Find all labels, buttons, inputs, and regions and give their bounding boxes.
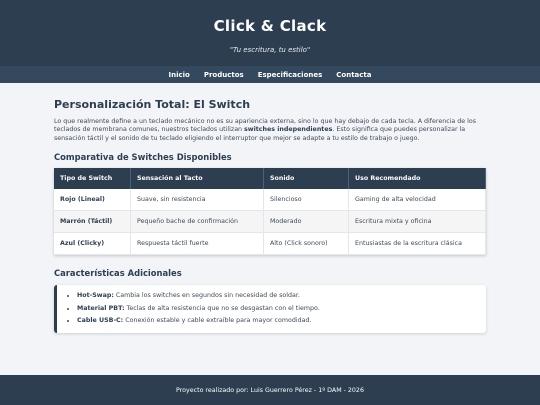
comparison-heading: Comparativa de Switches Disponibles	[54, 152, 232, 163]
site-title: Click & Clack	[213, 17, 327, 35]
nav-link-especificaciones[interactable]: Especificaciones	[257, 70, 323, 79]
features-heading: Características Adicionales	[54, 268, 182, 279]
site-tagline: "Tu escritura, tu estilo"	[229, 46, 311, 54]
table-cell: Entusiastas de la escritura clásica	[349, 233, 486, 255]
main-content	[0, 98, 540, 333]
table-cell: Azul (Clicky)	[54, 233, 131, 255]
table-cell: Escritura mixta y oficina	[349, 211, 486, 233]
site-header	[0, 0, 540, 66]
page-title: Personalización Total: El Switch	[54, 98, 251, 111]
table-header-row	[54, 168, 486, 189]
site-footer	[0, 375, 540, 405]
main-nav	[0, 66, 540, 83]
intro-paragraph	[54, 118, 486, 143]
column-header: Tipo de Switch	[54, 168, 131, 189]
table-cell: Marrón (Táctil)	[54, 211, 131, 233]
column-header: Sonido	[264, 168, 349, 189]
nav-link-contacta[interactable]: Contacta	[336, 70, 372, 79]
table-cell: Gaming de alta velocidad	[349, 189, 486, 211]
list-item	[77, 315, 476, 328]
table-cell: Pequeño bache de confirmación	[131, 211, 264, 233]
feature-desc: Cambia los switches en segundos sin necesidad de soldar.	[113, 292, 300, 300]
feature-name: Hot-Swap:	[77, 292, 114, 300]
table-cell: Respuesta táctil fuerte	[131, 233, 264, 255]
table-cell: Silencioso	[264, 189, 349, 211]
footer-text: Proyecto realizado por: Luis Guerrero Pérez - 1º DAM - 2026	[176, 386, 364, 394]
feature-name: Material PBT:	[77, 304, 125, 312]
column-header: Uso Recomendado	[349, 168, 486, 189]
list-item	[77, 303, 476, 316]
features-box	[54, 285, 486, 333]
table-cell: Rojo (Lineal)	[54, 189, 131, 211]
nav-link-inicio[interactable]: Inicio	[168, 70, 190, 79]
feature-desc: Conexión estable y cable extraíble para mayor comodidad.	[123, 317, 312, 325]
feature-desc: Teclas de alta resistencia que no se desgastan con el tiempo.	[124, 304, 320, 312]
intro-text-start: Lo que realmente define a un teclado mecánico no es su apariencia externa, sino lo que hay debajo de cada tecla. A diferencia de los teclados de membrana comunes, nuestros teclados utilizan	[54, 118, 477, 134]
intro-text-end: . Esto significa que puedes personalizar la sensación táctil y el sonido de tu teclado eligiendo el interruptor que mejor se adapte a tu estilo de trabajo o juego.	[54, 126, 466, 142]
table-row	[54, 233, 486, 255]
table-cell: Moderado	[264, 211, 349, 233]
table-cell: Suave, sin resistencia	[131, 189, 264, 211]
intro-text-bold: switches independientes	[244, 126, 333, 134]
table-cell: Alto (Click sonoro)	[264, 233, 349, 255]
table-row	[54, 189, 486, 211]
column-header: Sensación al Tacto	[131, 168, 264, 189]
feature-name: Cable USB-C:	[77, 317, 124, 325]
switch-comparison-table	[54, 168, 486, 255]
nav-link-productos[interactable]: Productos	[203, 70, 244, 79]
table-row	[54, 211, 486, 233]
list-item	[77, 290, 476, 303]
